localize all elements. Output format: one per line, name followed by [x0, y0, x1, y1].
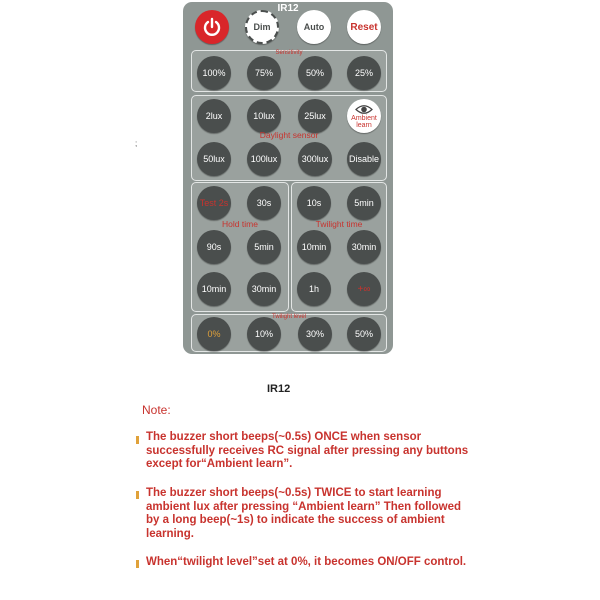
hold-10min-button[interactable]: 10min — [197, 272, 231, 306]
daylight-10lux-button[interactable]: 10lux — [247, 99, 281, 133]
sensitivity-panel — [191, 50, 387, 92]
daylight-panel — [191, 95, 387, 181]
sensitivity-label: Sensitivity — [275, 50, 303, 56]
note-bullet — [136, 491, 139, 499]
twilight-level-10-button[interactable]: 10% — [247, 317, 281, 351]
ambient-learn-label: Ambient learn — [351, 114, 377, 129]
twilight-level-panel — [191, 314, 387, 352]
daylight-2lux-button[interactable]: 2lux — [197, 99, 231, 133]
twilight-level-label: Twilight level — [271, 314, 306, 320]
twilight-level-50-button[interactable]: 50% — [347, 317, 381, 351]
ir12-remote — [183, 2, 393, 354]
auto-button[interactable]: Auto — [297, 10, 331, 44]
note-bullet — [136, 560, 139, 568]
caption: IR12 — [267, 383, 291, 395]
twilight-30min-button[interactable]: 30min — [347, 230, 381, 264]
note-title: Note: — [142, 403, 171, 417]
hold-time-label: Hold time — [222, 219, 258, 229]
hold-30s-button[interactable]: 30s — [247, 186, 281, 220]
reset-button[interactable]: Reset — [347, 10, 381, 44]
twilight-level-30-button[interactable]: 30% — [298, 317, 332, 351]
note-item-2: The buzzer short beeps(~0.5s) TWICE to start learning ambient lux after pressing “Ambient learn” Then followed by a long beep(~1s) to indicate the success of ambient learning. — [146, 487, 462, 540]
sensitivity-75-button[interactable]: 75% — [247, 56, 281, 90]
twilight-10min-button[interactable]: 10min — [297, 230, 331, 264]
remote-title: IR12 — [277, 3, 299, 14]
daylight-100lux-button[interactable]: 100lux — [247, 142, 281, 176]
note-bullet — [136, 436, 139, 444]
eye-icon — [355, 104, 373, 115]
hold-5min-button[interactable]: 5min — [247, 230, 281, 264]
power-button[interactable] — [195, 10, 229, 44]
power-icon — [202, 17, 222, 37]
twilight-5min-button[interactable]: 5min — [347, 186, 381, 220]
twilight-time-label: Twilight time — [315, 219, 363, 229]
note-item-3: When“twilight level”set at 0%, it becomes ON/OFF control. — [146, 556, 467, 568]
daylight-sensor-label: Daylight sensor — [259, 130, 319, 140]
hold-90s-button[interactable]: 90s — [197, 230, 231, 264]
daylight-25lux-button[interactable]: 25lux — [298, 99, 332, 133]
stray-mark: ; — [135, 139, 138, 148]
daylight-disable-button[interactable]: Disable — [347, 142, 381, 176]
sensitivity-50-button[interactable]: 50% — [298, 56, 332, 90]
hold-time-panel — [191, 182, 289, 312]
daylight-50lux-button[interactable]: 50lux — [197, 142, 231, 176]
twilight-1h-button[interactable]: 1h — [297, 272, 331, 306]
sensitivity-100-button[interactable]: 100% — [197, 56, 231, 90]
twilight-level-0-button[interactable]: 0% — [197, 317, 231, 351]
note-item-1: The buzzer short beeps(~0.5s) ONCE when sensor successfully receives RC signal after pressing any buttons except for“Ambient learn”. — [146, 431, 469, 470]
twilight-10s-button[interactable]: 10s — [297, 186, 331, 220]
daylight-300lux-button[interactable]: 300lux — [298, 142, 332, 176]
sensitivity-25-button[interactable]: 25% — [347, 56, 381, 90]
ambient-learn-button[interactable] — [347, 99, 381, 133]
test-2s-button[interactable]: Test 2s — [197, 186, 231, 220]
twilight-infinite-button[interactable]: +∞ — [347, 272, 381, 306]
twilight-time-panel — [291, 182, 387, 312]
hold-30min-button[interactable]: 30min — [247, 272, 281, 306]
dim-button[interactable]: Dim — [245, 10, 279, 44]
